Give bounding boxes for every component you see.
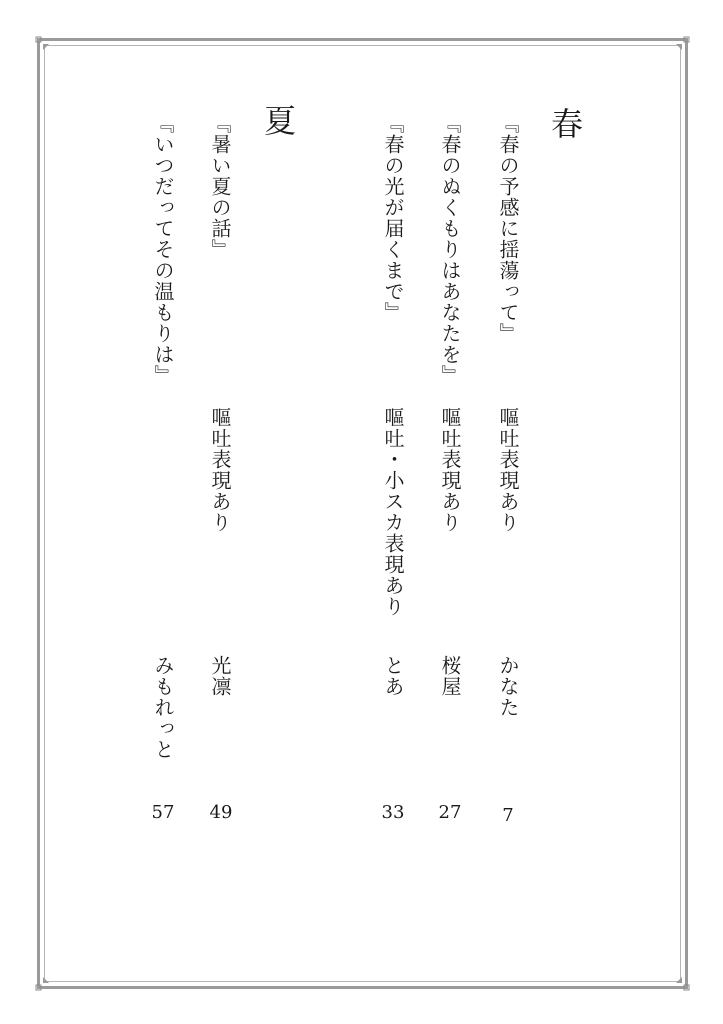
toc-author: 桜屋 [438,655,462,697]
toc-title: 『春の予感に揺蕩って』 [496,113,520,344]
toc-author: みもれっと [151,655,175,760]
section-heading-summer: 夏 [259,104,297,136]
toc-title: 『春の光が届くまで』 [381,113,405,323]
page-frame-inner [44,45,681,982]
corner-ornament-bottom-left [35,977,49,991]
corner-ornament-top-right [676,36,690,50]
toc-page-number: 33 [381,802,405,823]
toc-page-number: 7 [502,805,514,826]
toc-page-number: 27 [438,802,462,823]
toc-title: 『いつだってその温もりは』 [151,113,175,386]
toc-author: とあ [381,655,405,697]
toc-note: 嘔吐・小スカ表現あり [381,407,405,617]
toc-title: 『春のぬくもりはあなたを』 [438,113,462,386]
toc-page-number: 49 [209,802,233,823]
corner-ornament-bottom-right [676,977,690,991]
toc-note: 嘔吐表現あり [208,407,232,533]
toc-note: 嘔吐表現あり [496,407,520,533]
corner-ornament-top-left [35,36,49,50]
toc-author: 光凛 [208,655,232,697]
section-heading-spring: 春 [546,107,584,139]
toc-author: かなた [496,655,520,718]
toc-page-number: 57 [151,802,175,823]
toc-note: 嘔吐表現あり [438,407,462,533]
toc-title: 『暑い夏の話』 [208,113,232,260]
